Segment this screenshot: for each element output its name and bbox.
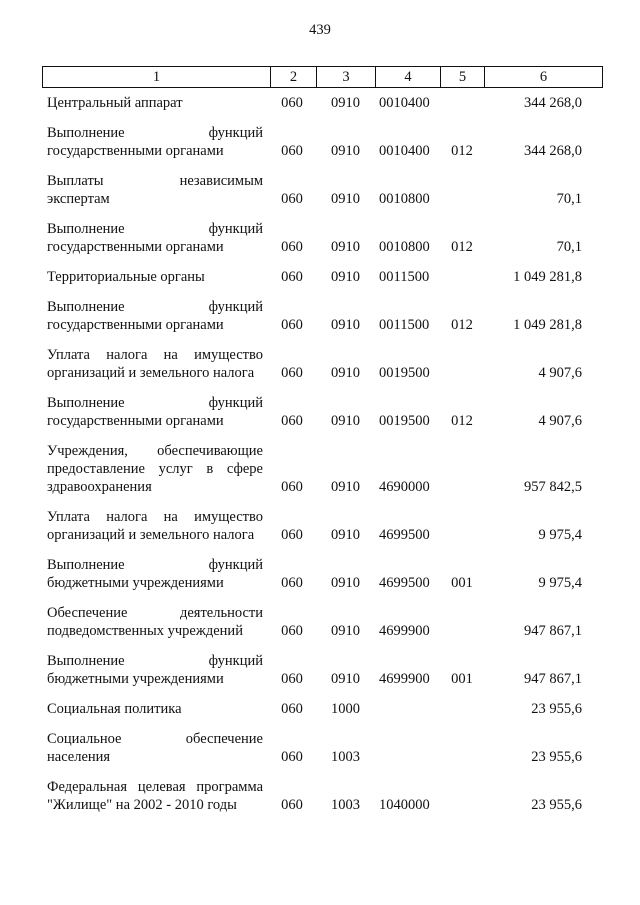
row-name-line: Учреждения, обеспечивающие (47, 443, 263, 459)
row-col-3: 0910 (331, 479, 360, 495)
row-name-line: Выполнение функций (47, 299, 263, 315)
table-row (42, 268, 602, 286)
row-name-line: Социальная политика (47, 701, 182, 717)
row-name-line: Уплата налога на имущество (47, 509, 263, 525)
column-header-5: 5 (441, 67, 485, 88)
row-col-6: 1 049 281,8 (513, 317, 582, 333)
row-col-2: 060 (281, 191, 303, 207)
row-col-2: 060 (281, 143, 303, 159)
row-col-5: 012 (451, 143, 473, 159)
table-row (42, 298, 602, 334)
row-name-line: Социальное обеспечение (47, 731, 263, 747)
row-name-line: бюджетными учреждениями (47, 671, 224, 687)
row-name (47, 172, 263, 208)
row-col-3: 0910 (331, 191, 360, 207)
row-col-6: 70,1 (556, 239, 582, 255)
row-col-3: 0910 (331, 143, 360, 159)
row-name-line: государственными органами (47, 239, 224, 255)
row-name-line: государственными органами (47, 413, 224, 429)
row-col-4: 4699500 (379, 575, 430, 591)
row-col-3: 0910 (331, 413, 360, 429)
row-col-2: 060 (281, 623, 303, 639)
row-name (47, 268, 263, 286)
row-col-6: 947 867,1 (524, 623, 582, 639)
row-name-line: экспертам (47, 191, 110, 207)
row-col-3: 0910 (331, 269, 360, 285)
row-col-3: 0910 (331, 365, 360, 381)
row-col-6: 9 975,4 (538, 575, 582, 591)
row-col-5: 012 (451, 317, 473, 333)
row-col-2: 060 (281, 365, 303, 381)
column-header-4: 4 (376, 67, 441, 88)
row-name (47, 94, 263, 112)
row-name (47, 442, 263, 496)
row-col-2: 060 (281, 527, 303, 543)
row-col-6: 957 842,5 (524, 479, 582, 495)
row-col-4: 0010400 (379, 95, 430, 111)
row-col-3: 0910 (331, 317, 360, 333)
row-col-4: 0011500 (379, 269, 430, 285)
row-name-line: Обеспечение деятельности (47, 605, 263, 621)
row-col-2: 060 (281, 701, 303, 717)
table-row (42, 778, 602, 814)
row-col-6: 23 955,6 (531, 701, 582, 717)
row-col-6: 70,1 (556, 191, 582, 207)
row-name-line: "Жилище" на 2002 - 2010 годы (47, 797, 237, 813)
table-row (42, 172, 602, 208)
row-col-6: 4 907,6 (538, 365, 582, 381)
row-col-4: 0010800 (379, 191, 430, 207)
row-col-6: 4 907,6 (538, 413, 582, 429)
table-row (42, 346, 602, 382)
row-col-3: 0910 (331, 95, 360, 111)
table-row (42, 730, 602, 766)
row-col-3: 0910 (331, 623, 360, 639)
row-name-line: Выполнение функций (47, 557, 263, 573)
row-name (47, 700, 263, 718)
row-col-2: 060 (281, 671, 303, 687)
row-name-line: Территориальные органы (47, 269, 205, 285)
row-col-2: 060 (281, 797, 303, 813)
row-col-6: 344 268,0 (524, 143, 582, 159)
table-row (42, 94, 602, 112)
row-col-4: 4690000 (379, 479, 430, 495)
row-name-line: Выполнение функций (47, 653, 263, 669)
row-col-3: 0910 (331, 575, 360, 591)
row-name (47, 652, 263, 688)
row-name-line: здравоохранения (47, 479, 152, 495)
table-row (42, 700, 602, 718)
row-name (47, 508, 263, 544)
row-col-4: 0019500 (379, 413, 430, 429)
row-name (47, 394, 263, 430)
row-name-line: Федеральная целевая программа (47, 779, 263, 795)
row-col-3: 1003 (331, 749, 360, 765)
row-col-6: 947 867,1 (524, 671, 582, 687)
row-col-4: 0010400 (379, 143, 430, 159)
row-col-6: 1 049 281,8 (513, 269, 582, 285)
column-header-row (43, 67, 603, 88)
column-header-2: 2 (271, 67, 317, 88)
row-col-4: 4699900 (379, 623, 430, 639)
row-col-4: 0011500 (379, 317, 430, 333)
row-name-line: государственными органами (47, 143, 224, 159)
row-col-2: 060 (281, 575, 303, 591)
row-col-6: 9 975,4 (538, 527, 582, 543)
row-col-2: 060 (281, 269, 303, 285)
row-col-6: 23 955,6 (531, 749, 582, 765)
row-col-4: 4699500 (379, 527, 430, 543)
row-name (47, 298, 263, 334)
row-col-2: 060 (281, 749, 303, 765)
row-name-line: подведомственных учреждений (47, 623, 243, 639)
row-col-4: 1040000 (379, 797, 430, 813)
row-col-4: 4699900 (379, 671, 430, 687)
table-row (42, 124, 602, 160)
row-name-line: организаций и земельного налога (47, 527, 255, 543)
column-header-6: 6 (485, 67, 603, 88)
table-row (42, 442, 602, 496)
table-row (42, 508, 602, 544)
row-name-line: Уплата налога на имущество (47, 347, 263, 363)
row-col-3: 0910 (331, 671, 360, 687)
row-col-6: 23 955,6 (531, 797, 582, 813)
row-col-3: 0910 (331, 239, 360, 255)
row-col-6: 344 268,0 (524, 95, 582, 111)
row-name-line: Выполнение функций (47, 395, 263, 411)
row-name (47, 124, 263, 160)
row-col-2: 060 (281, 239, 303, 255)
row-col-3: 1000 (331, 701, 360, 717)
row-col-3: 0910 (331, 527, 360, 543)
row-name-line: Центральный аппарат (47, 95, 183, 111)
row-name-line: Выплаты независимым (47, 173, 263, 189)
row-col-5: 012 (451, 413, 473, 429)
row-name-line: Выполнение функций (47, 125, 263, 141)
row-name-line: Выполнение функций (47, 221, 263, 237)
table-row (42, 652, 602, 688)
row-name (47, 730, 263, 766)
row-name-line: организаций и земельного налога (47, 365, 255, 381)
row-col-2: 060 (281, 317, 303, 333)
column-header-3: 3 (317, 67, 376, 88)
row-col-2: 060 (281, 95, 303, 111)
table-row (42, 220, 602, 256)
row-name-line: населения (47, 749, 111, 765)
table-row (42, 394, 602, 430)
row-col-3: 1003 (331, 797, 360, 813)
row-name (47, 604, 263, 640)
row-name-line: государственными органами (47, 317, 224, 333)
page-number: 439 (309, 22, 331, 38)
row-name (47, 556, 263, 592)
row-name (47, 346, 263, 382)
table-row (42, 604, 602, 640)
row-name (47, 778, 263, 814)
row-col-2: 060 (281, 479, 303, 495)
row-col-5: 001 (451, 575, 473, 591)
row-col-4: 0010800 (379, 239, 430, 255)
row-col-2: 060 (281, 413, 303, 429)
row-name (47, 220, 263, 256)
table-row (42, 556, 602, 592)
row-col-5: 001 (451, 671, 473, 687)
row-col-4: 0019500 (379, 365, 430, 381)
row-name-line: предоставление услуг в сфере (47, 461, 263, 477)
row-name-line: бюджетными учреждениями (47, 575, 224, 591)
column-header-1: 1 (43, 67, 271, 88)
column-header-table (42, 66, 603, 88)
row-col-5: 012 (451, 239, 473, 255)
